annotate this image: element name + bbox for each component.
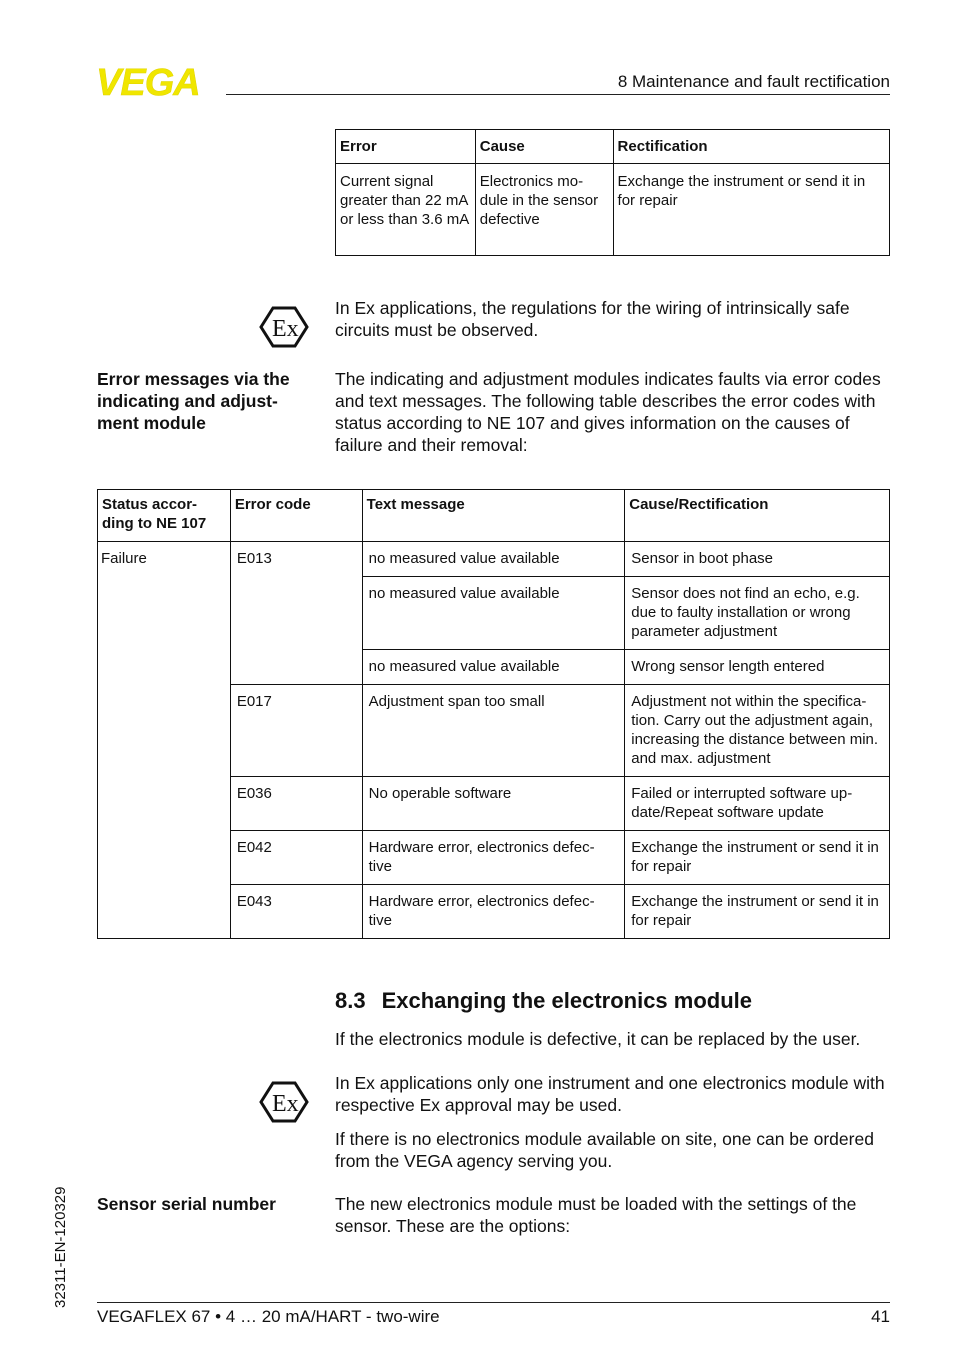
document-id	[52, 1158, 72, 1308]
cause-cell: Wrong sensor length entered	[625, 650, 890, 685]
svg-text:Ex: Ex	[272, 1091, 299, 1117]
cause-cell: Failed or interrupted software up- date/Repeat software update	[625, 777, 890, 831]
table-cell: Electronics mo- dule in the sensor defective	[475, 164, 613, 256]
table-header-row	[98, 490, 890, 542]
cause-cell: Adjustment not within the specifica- tion. Carry out the adjustment again, increasing the distance between min. and max. adjustment	[625, 685, 890, 777]
error-messages-text: The indicating and adjustment modules indicates faults via error codes and text messages. The following table describes the error codes with status according to NE 107 and gives information on the causes of failure and their removal:	[335, 369, 881, 455]
side-heading-serial-number: Sensor serial number	[97, 1194, 276, 1214]
text-message-cell: Adjustment span too small	[362, 685, 625, 777]
column-header: Error code	[230, 490, 362, 542]
error-code-cell: E017	[230, 685, 362, 777]
text-message-cell: Hardware error, electronics defec- tive	[362, 885, 625, 939]
table-cell: Current signal greater than 22 mA or less than 3.6 mA	[336, 164, 476, 256]
column-header: Status accor- ding to NE 107	[98, 490, 231, 542]
cause-cell: Exchange the instrument or send it in for repair	[625, 831, 890, 885]
table-header-row	[336, 130, 890, 164]
error-cause-table	[335, 129, 890, 256]
text-message-cell: no measured value available	[362, 650, 625, 685]
logo-text: VEGA	[96, 64, 200, 98]
section-header: 8 Maintenance and fault rectification	[617, 72, 890, 91]
text-message-cell: Hardware error, electronics defec- tive	[362, 831, 625, 885]
page-number: 41	[871, 1307, 890, 1326]
svg-text:Ex: Ex	[272, 316, 299, 342]
column-header: Text message	[362, 490, 625, 542]
error-code-cell: E043	[230, 885, 362, 939]
error-code-cell: E042	[230, 831, 362, 885]
column-header: Rectification	[613, 130, 889, 164]
ex-protection-icon	[259, 306, 309, 348]
status-cell: Failure	[98, 542, 231, 939]
footer-rule	[97, 1302, 890, 1303]
text-message-cell: no measured value available	[362, 577, 625, 650]
section-number: 8.3	[335, 988, 366, 1013]
serial-number-text: The new electronics module must be loaded with the settings of the sensor. These are the options:	[335, 1194, 857, 1236]
ex-wiring-note: In Ex applications, the regulations for the wiring of intrinsically safe circuits must be observed.	[335, 298, 850, 340]
cause-cell: Sensor does not find an echo, e.g. due to faulty installation or wrong parameter adjustment	[625, 577, 890, 650]
text-message-cell: no measured value available	[362, 542, 625, 577]
ex-protection-icon	[259, 1081, 309, 1123]
error-code-cell: E013	[230, 542, 362, 685]
cause-cell: Exchange the instrument or send it in for repair	[625, 885, 890, 939]
column-header: Cause	[475, 130, 613, 164]
section-intro: If the electronics module is defective, it can be replaced by the user.	[335, 1029, 861, 1049]
footer-product: VEGAFLEX 67 • 4 … 20 mA/HART - two-wire	[97, 1307, 440, 1326]
cause-cell: Sensor in boot phase	[625, 542, 890, 577]
ex-approval-note: In Ex applications only one instrument and one electronics module with respective Ex approval may be used.	[335, 1073, 885, 1115]
table-row	[336, 164, 890, 256]
vega-logo	[96, 64, 220, 98]
header-rule	[226, 94, 890, 95]
section-heading	[335, 988, 752, 1014]
document-id-text: 32311-EN-120329	[52, 1186, 69, 1308]
ordering-note: If there is no electronics module available on site, one can be ordered from the VEGA agency serving you.	[335, 1129, 874, 1171]
table-cell: Exchange the instrument or send it in for repair	[613, 164, 889, 256]
error-code-cell: E036	[230, 777, 362, 831]
text-message-cell: No operable software	[362, 777, 625, 831]
section-title: Exchanging the electronics module	[381, 988, 753, 1013]
side-heading-error-messages: Error messages via the indicating and adjust- ment module	[97, 369, 290, 433]
column-header: Cause/Rectification	[625, 490, 890, 542]
error-codes-table	[97, 489, 890, 939]
column-header: Error	[336, 130, 476, 164]
table-row	[98, 542, 890, 577]
